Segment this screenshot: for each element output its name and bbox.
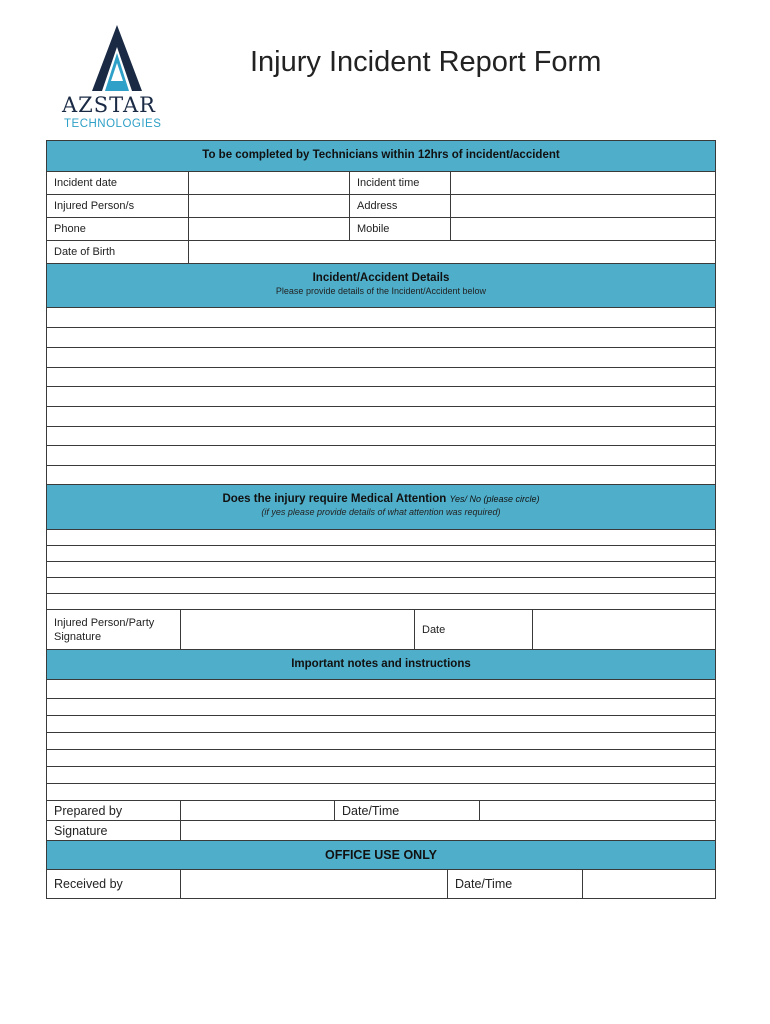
dob-input[interactable] <box>189 241 715 263</box>
writing-line[interactable] <box>47 407 715 427</box>
date-time-input[interactable] <box>480 801 715 820</box>
incident-time-label: Incident time <box>350 172 451 194</box>
form-row <box>47 172 715 195</box>
section-header-technicians <box>47 141 715 172</box>
writing-line[interactable] <box>47 750 715 767</box>
incident-date-input[interactable] <box>189 172 350 194</box>
writing-line[interactable] <box>47 784 715 801</box>
section-subtitle: Please provide details of the Incident/Accident below <box>275 286 487 296</box>
signature-label: Signature <box>47 821 181 840</box>
writing-line[interactable] <box>47 733 715 750</box>
writing-line[interactable] <box>47 680 715 699</box>
injured-persons-label: Injured Person/s <box>47 195 189 217</box>
writing-line[interactable] <box>47 368 715 387</box>
section-header-text: Does the injury require Medical Attention <box>222 493 447 505</box>
signature-input[interactable] <box>181 610 415 649</box>
writing-line[interactable] <box>47 594 715 610</box>
yes-no-note: Yes/ No (please circle) <box>449 494 540 504</box>
writing-line[interactable] <box>47 427 715 446</box>
incident-date-label: Incident date <box>47 172 189 194</box>
date-time-input[interactable] <box>583 870 715 898</box>
date-label: Date <box>415 610 533 649</box>
section-header-notes <box>47 650 715 680</box>
incident-time-input[interactable] <box>451 172 715 194</box>
form-row <box>47 195 715 218</box>
azstar-logo-icon <box>92 25 142 95</box>
mobile-label: Mobile <box>350 218 451 240</box>
date-time-label: Date/Time <box>335 801 480 820</box>
section-header-medical-attention <box>47 485 715 530</box>
writing-line[interactable] <box>47 530 715 546</box>
signature-label: Injured Person/Party Signature <box>47 610 181 649</box>
report-form <box>46 140 716 899</box>
section-header-text: Important notes and instructions <box>291 658 471 670</box>
received-by-input[interactable] <box>181 870 448 898</box>
form-row <box>47 218 715 241</box>
signature-input[interactable] <box>181 821 715 840</box>
form-row <box>47 801 715 821</box>
writing-line[interactable] <box>47 546 715 562</box>
writing-line[interactable] <box>47 308 715 328</box>
section-subtitle: (if yes please provide details of what attention was required) <box>261 507 501 517</box>
page-title: Injury Incident Report Form <box>250 46 602 78</box>
section-header-text: To be completed by Technicians within 12hrs of incident/accident <box>202 149 560 161</box>
phone-label: Phone <box>47 218 189 240</box>
section-header-office-use <box>47 841 715 870</box>
section-header-incident-details <box>47 264 715 308</box>
writing-line[interactable] <box>47 387 715 407</box>
writing-line[interactable] <box>47 446 715 466</box>
prepared-by-label: Prepared by <box>47 801 181 820</box>
phone-input[interactable] <box>189 218 350 240</box>
form-row <box>47 241 715 264</box>
prepared-by-input[interactable] <box>181 801 335 820</box>
mobile-input[interactable] <box>451 218 715 240</box>
writing-line[interactable] <box>47 716 715 733</box>
date-time-label: Date/Time <box>448 870 583 898</box>
form-row <box>47 821 715 841</box>
section-header-line <box>47 493 715 505</box>
injured-persons-input[interactable] <box>189 195 350 217</box>
writing-line[interactable] <box>47 328 715 348</box>
address-label: Address <box>350 195 451 217</box>
writing-line[interactable] <box>47 767 715 784</box>
brand-name: AZSTAR <box>62 93 156 117</box>
writing-line[interactable] <box>47 348 715 368</box>
writing-line[interactable] <box>47 562 715 578</box>
section-header-text: OFFICE USE ONLY <box>324 848 438 862</box>
writing-line[interactable] <box>47 578 715 594</box>
brand-tagline: TECHNOLOGIES <box>64 118 162 130</box>
section-header-text: Incident/Accident Details <box>312 272 450 284</box>
date-input[interactable] <box>533 610 715 649</box>
address-input[interactable] <box>451 195 715 217</box>
dob-label: Date of Birth <box>47 241 189 263</box>
form-row <box>47 870 715 898</box>
writing-line[interactable] <box>47 466 715 485</box>
writing-line[interactable] <box>47 699 715 716</box>
received-by-label: Received by <box>47 870 181 898</box>
form-row <box>47 610 715 650</box>
